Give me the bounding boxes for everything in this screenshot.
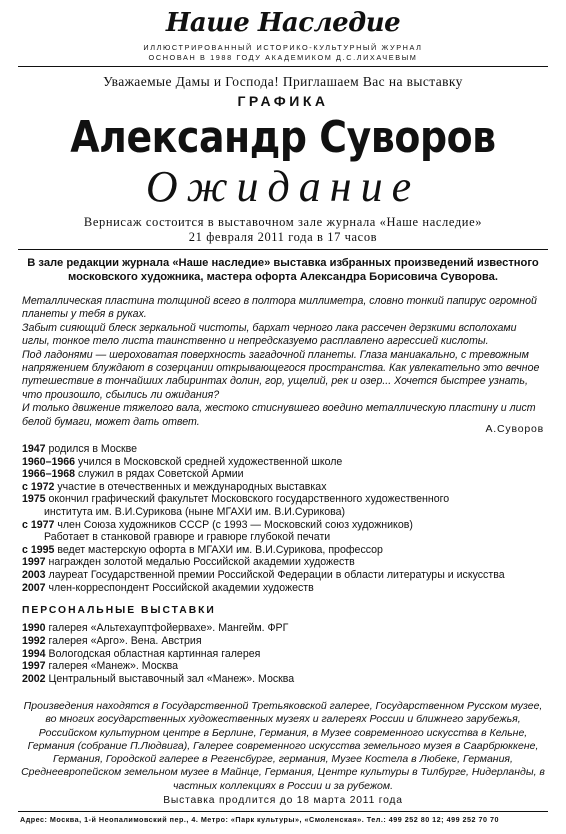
invitation-line: Уважаемые Дамы и Господа! Приглашаем Вас на выставку bbox=[103, 74, 463, 89]
vernissage-place: Вернисаж состоится в выставочном зале журнала «Наше наследие» bbox=[83, 215, 483, 229]
exhibition-end-date: Выставка продлится до 18 марта 2011 года bbox=[163, 795, 403, 806]
bio-item: 1947 родился в Москве bbox=[22, 443, 138, 455]
bio-item: 1975 окончил графический факультет Московского государственного художественного bbox=[22, 493, 450, 506]
collections-paragraph: Произведения находятся в Государственной Третьяковской галерее, Государственном Русском музее, во многих государственных художественных музеях и галереях России и ближнего зарубежья, Российском культурном центре в Берлине, Германия, в Музее современного искусства в Кельне, Германия (собрание П.Людвига), Галерее современного искусства земельного музея в Саарбрюккене, Германия, Городской галерее в Регенсбурге, германия, Музее Костела в Любеке, Германия, Среднеевропейском земельном музее в Майнце, Германия, Центре культуры в Тилбурге, Нидерланды, в частных коллекциях в России и за рубежом. bbox=[21, 700, 545, 792]
journal-logo: Наше Наследие bbox=[165, 8, 401, 38]
exhibition-item: 1994 Вологодская областная картинная галерея bbox=[22, 647, 261, 660]
bio-item: 1960–1966 учился в Московской средней художественной школе bbox=[22, 455, 343, 468]
bio-item: 1997 награжден золотой медалью Российской академии художеств bbox=[22, 556, 355, 569]
exhibition-item: 1997 галерея «Манеж». Москва bbox=[22, 660, 178, 673]
exhibition-item: 1990 галерея «Альтехауптфойервахе». Мангейм. ФРГ bbox=[22, 622, 289, 634]
vernissage-date: 21 февраля 2011 года в 17 часов bbox=[188, 230, 378, 244]
exhibition-item: 2002 Центральный выставочный зал «Манеж». Москва bbox=[22, 673, 295, 686]
divider-bottom bbox=[18, 811, 548, 812]
bio-item: с 1977 член Союза художников СССР (с 1993 — Московский союз художников) bbox=[22, 518, 413, 531]
quote-paragraph: Под ладонями — шероховатая поверхность загадочной планеты. Глаза маниакально, с тревожным напряжением блуждают в созерцании открывающегося пространства. Как увлекательно это вечное путешествие в тончайших лабиринтах долин, гор, ущелий, рек и озер... Хочется быстрее узнать, что произошло, сбылись ли ожидания? bbox=[22, 348, 540, 401]
divider-top bbox=[18, 66, 548, 67]
divider-middle bbox=[18, 249, 548, 250]
artist-quote bbox=[22, 295, 546, 429]
journal-subtitle: ИЛЛЮСТРИРОВАННЫЙ ИСТОРИКО-КУЛЬТУРНЫЙ ЖУРНАЛ bbox=[143, 43, 423, 52]
journal-founder-line: ОСНОВАН В 1988 ГОДУ АКАДЕМИКОМ Д.С.ЛИХАЧЕВЫМ bbox=[148, 53, 418, 62]
bio-item-continued: института им. В.И.Сурикова (ныне МГАХИ им. В.И.Сурикова) bbox=[44, 505, 346, 518]
bio-item: с 1972 участие в отечественных и международных выставках bbox=[22, 480, 327, 493]
address-line: Адрес: Москва, 1-й Неопалимовский пер., 4. Метро: «Парк культуры», «Смоленская». Тел.: 499 252 80 12; 499 252 70 70 bbox=[20, 815, 500, 824]
bio-item-continued: Работает в станковой гравюре и гравюре глубокой печати bbox=[44, 531, 331, 544]
exhibition-item: 1992 галерея «Арго». Вена. Австрия bbox=[22, 634, 202, 647]
artist-name: Александр Суворов bbox=[70, 112, 496, 163]
biography-list bbox=[22, 443, 552, 594]
lead-paragraph: В зале редакции журнала «Наше наследие» выставка избранных произведений известного московского художника, мастера офорта Александра Борисовича Суворова. bbox=[27, 257, 539, 283]
bio-item: 1966–1968 служил в рядах Советской Армии bbox=[22, 468, 244, 481]
bio-item: 2007 член-корреспондент Российской академии художеств bbox=[22, 581, 314, 594]
exhibitions-list bbox=[22, 622, 542, 686]
exhibitions-heading: ПЕРСОНАЛЬНЫЕ ВЫСТАВКИ bbox=[22, 605, 216, 616]
bio-item: с 1995 ведет мастерскую офорта в МГАХИ им. В.И.Сурикова, профессор bbox=[22, 543, 383, 556]
quote-paragraph: Забыт сияющий блеск зеркальной чистоты, бархат черного лака рассечен дерзкими всполохами иглы, тонкое тело листа таинственно и непредсказуемо расплавлено агрессией кислоты. bbox=[22, 321, 517, 348]
genre-label: ГРАФИКА bbox=[237, 93, 329, 109]
quote-author: А.Суворов bbox=[485, 423, 544, 435]
bio-item: 2003 лауреат Государственной премии Российской Федерации в области литературы и искусства bbox=[22, 568, 505, 581]
quote-paragraph: Металлическая пластина толщиной всего в полтора миллиметра, словно тонкий папирус огромной планеты у тебя в руках. bbox=[22, 295, 537, 321]
exhibition-title: Ожидание bbox=[145, 162, 421, 211]
quote-paragraph: И только движение тяжелого вала, жестоко стиснувшего воедино металлическую пластину и лист белой бумаги, может дать ответ. bbox=[22, 402, 536, 428]
